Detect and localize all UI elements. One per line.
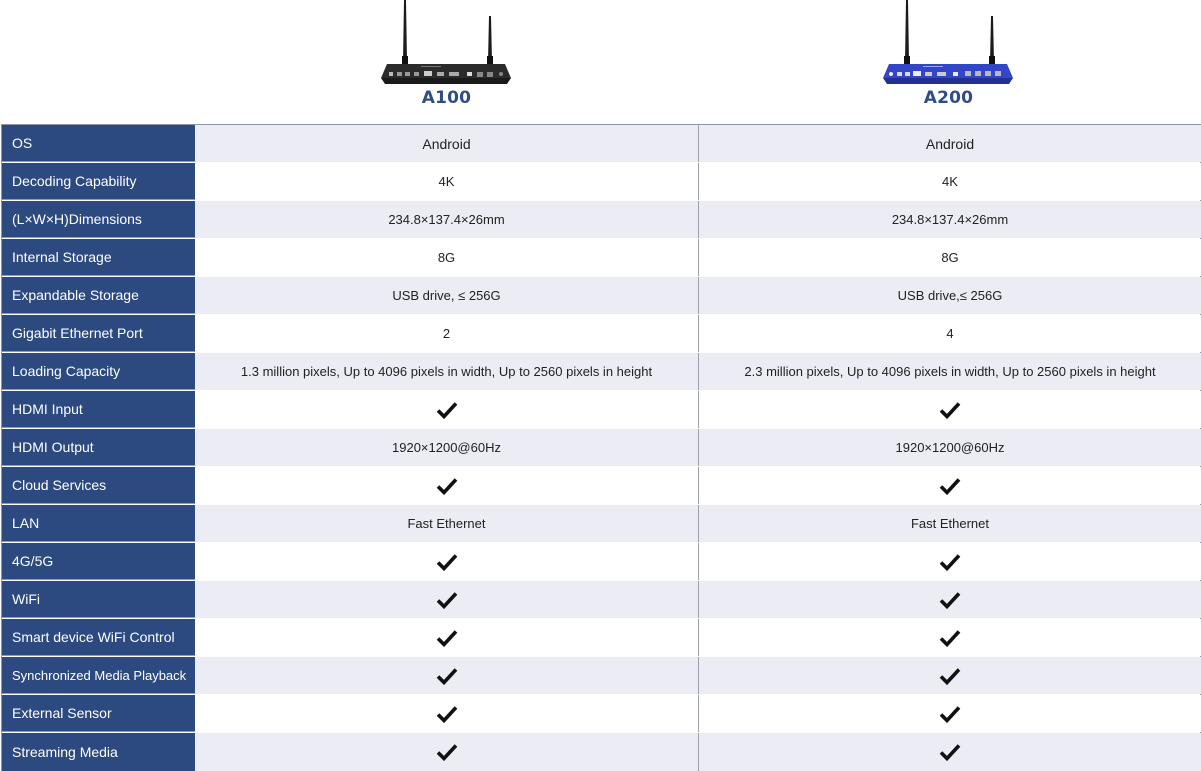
row-label: Gigabit Ethernet Port [2, 315, 195, 352]
row-label: Streaming Media [2, 733, 195, 771]
cell-a200 [698, 505, 1201, 542]
cell-value: 2.3 million pixels, Up to 4096 pixels in width, Up to 2560 pixels in height [744, 364, 1156, 379]
cell-a100 [195, 505, 698, 542]
cell-a100 [195, 125, 698, 162]
table-row [2, 201, 1200, 239]
product-header [0, 0, 1201, 124]
check-icon [436, 591, 458, 609]
table-row [2, 543, 1200, 581]
cell-value: 4 [946, 326, 954, 341]
row-label: (L×W×H)Dimensions [2, 201, 195, 238]
device-a200-image [879, 0, 1019, 88]
cell-value: Fast Ethernet [910, 516, 990, 531]
cell-a200 [698, 467, 1201, 504]
check-icon [939, 629, 961, 647]
cell-a200 [698, 163, 1201, 200]
row-label: 4G/5G [2, 543, 195, 580]
row-label: Internal Storage [2, 239, 195, 276]
cell-value: 1920×1200@60Hz [895, 440, 1005, 455]
cell-a100 [195, 277, 698, 314]
check-icon [436, 553, 458, 571]
row-label: Synchronized Media Playback [2, 657, 195, 694]
cell-a200 [698, 201, 1201, 238]
table-row [2, 315, 1200, 353]
cell-a100 [195, 315, 698, 352]
check-icon [436, 743, 458, 761]
row-label: OS [2, 125, 195, 162]
row-label: WiFi [2, 581, 195, 618]
cell-value: USB drive,≤ 256G [897, 288, 1003, 303]
check-icon [939, 667, 961, 685]
cell-a100 [195, 543, 698, 580]
cell-a100 [195, 163, 698, 200]
check-icon [939, 401, 961, 419]
cell-a200 [698, 543, 1201, 580]
cell-a100 [195, 619, 698, 656]
cell-a100 [195, 391, 698, 428]
cell-a100 [195, 429, 698, 466]
cell-a100 [195, 657, 698, 694]
table-row [2, 733, 1200, 771]
cell-a200 [698, 657, 1201, 694]
device-a100-image [377, 0, 517, 88]
check-icon [939, 743, 961, 761]
cell-a100 [195, 695, 698, 732]
cell-a200 [698, 695, 1201, 732]
row-label: External Sensor [2, 695, 195, 732]
row-label: Decoding Capability [2, 163, 195, 200]
cell-a200 [698, 391, 1201, 428]
row-label: LAN [2, 505, 195, 542]
cell-value: Android [925, 135, 975, 152]
cell-value: Android [422, 135, 471, 152]
cell-a100 [195, 201, 698, 238]
table-row [2, 581, 1200, 619]
cell-a200 [698, 619, 1201, 656]
cell-value: 4K [942, 174, 958, 189]
cell-value: 8G [941, 250, 959, 265]
check-icon [436, 705, 458, 723]
row-label: Cloud Services [2, 467, 195, 504]
table-row [2, 429, 1200, 467]
product-name-a100: A100 [421, 88, 472, 108]
row-label: HDMI Input [2, 391, 195, 428]
check-icon [939, 553, 961, 571]
comparison-table [1, 124, 1201, 771]
table-row [2, 619, 1200, 657]
table-row [2, 391, 1200, 429]
check-icon [939, 705, 961, 723]
cell-value: 4K [438, 174, 455, 189]
check-icon [436, 629, 458, 647]
table-row [2, 467, 1200, 505]
check-icon [436, 477, 458, 495]
check-icon [436, 401, 458, 419]
check-icon [436, 667, 458, 685]
cell-value: 234.8×137.4×26mm [388, 212, 505, 227]
cell-value: USB drive, ≤ 256G [392, 288, 501, 303]
cell-value: 1920×1200@60Hz [392, 440, 501, 455]
table-row [2, 695, 1200, 733]
cell-a200 [698, 733, 1201, 771]
cell-a200 [698, 239, 1201, 276]
cell-a100 [195, 353, 698, 390]
cell-a200 [698, 353, 1201, 390]
check-icon [939, 477, 961, 495]
row-label: Smart device WiFi Control [2, 619, 195, 656]
table-row [2, 163, 1200, 201]
product-name-a200: A200 [923, 88, 974, 108]
row-label: Expandable Storage [2, 277, 195, 314]
cell-a200 [698, 581, 1201, 618]
table-row [2, 277, 1200, 315]
table-row [2, 353, 1200, 391]
cell-value: 8G [437, 250, 456, 265]
product-a200 [697, 0, 1200, 124]
cell-a100 [195, 239, 698, 276]
table-row [2, 239, 1200, 277]
cell-a200 [698, 277, 1201, 314]
check-icon [939, 591, 961, 609]
cell-value: Fast Ethernet [407, 516, 486, 531]
table-row [2, 505, 1200, 543]
cell-value: 234.8×137.4×26mm [891, 212, 1009, 227]
cell-a200 [698, 125, 1201, 162]
product-a100 [195, 0, 698, 124]
cell-value: 2 [442, 326, 451, 341]
table-row [2, 657, 1200, 695]
table-row [2, 125, 1200, 163]
cell-a200 [698, 315, 1201, 352]
cell-a100 [195, 581, 698, 618]
cell-a200 [698, 429, 1201, 466]
row-label: Loading Capacity [2, 353, 195, 390]
cell-a100 [195, 467, 698, 504]
cell-a100 [195, 733, 698, 771]
row-label: HDMI Output [2, 429, 195, 466]
cell-value: 1.3 million pixels, Up to 4096 pixels in width, Up to 2560 pixels in height [240, 364, 653, 379]
